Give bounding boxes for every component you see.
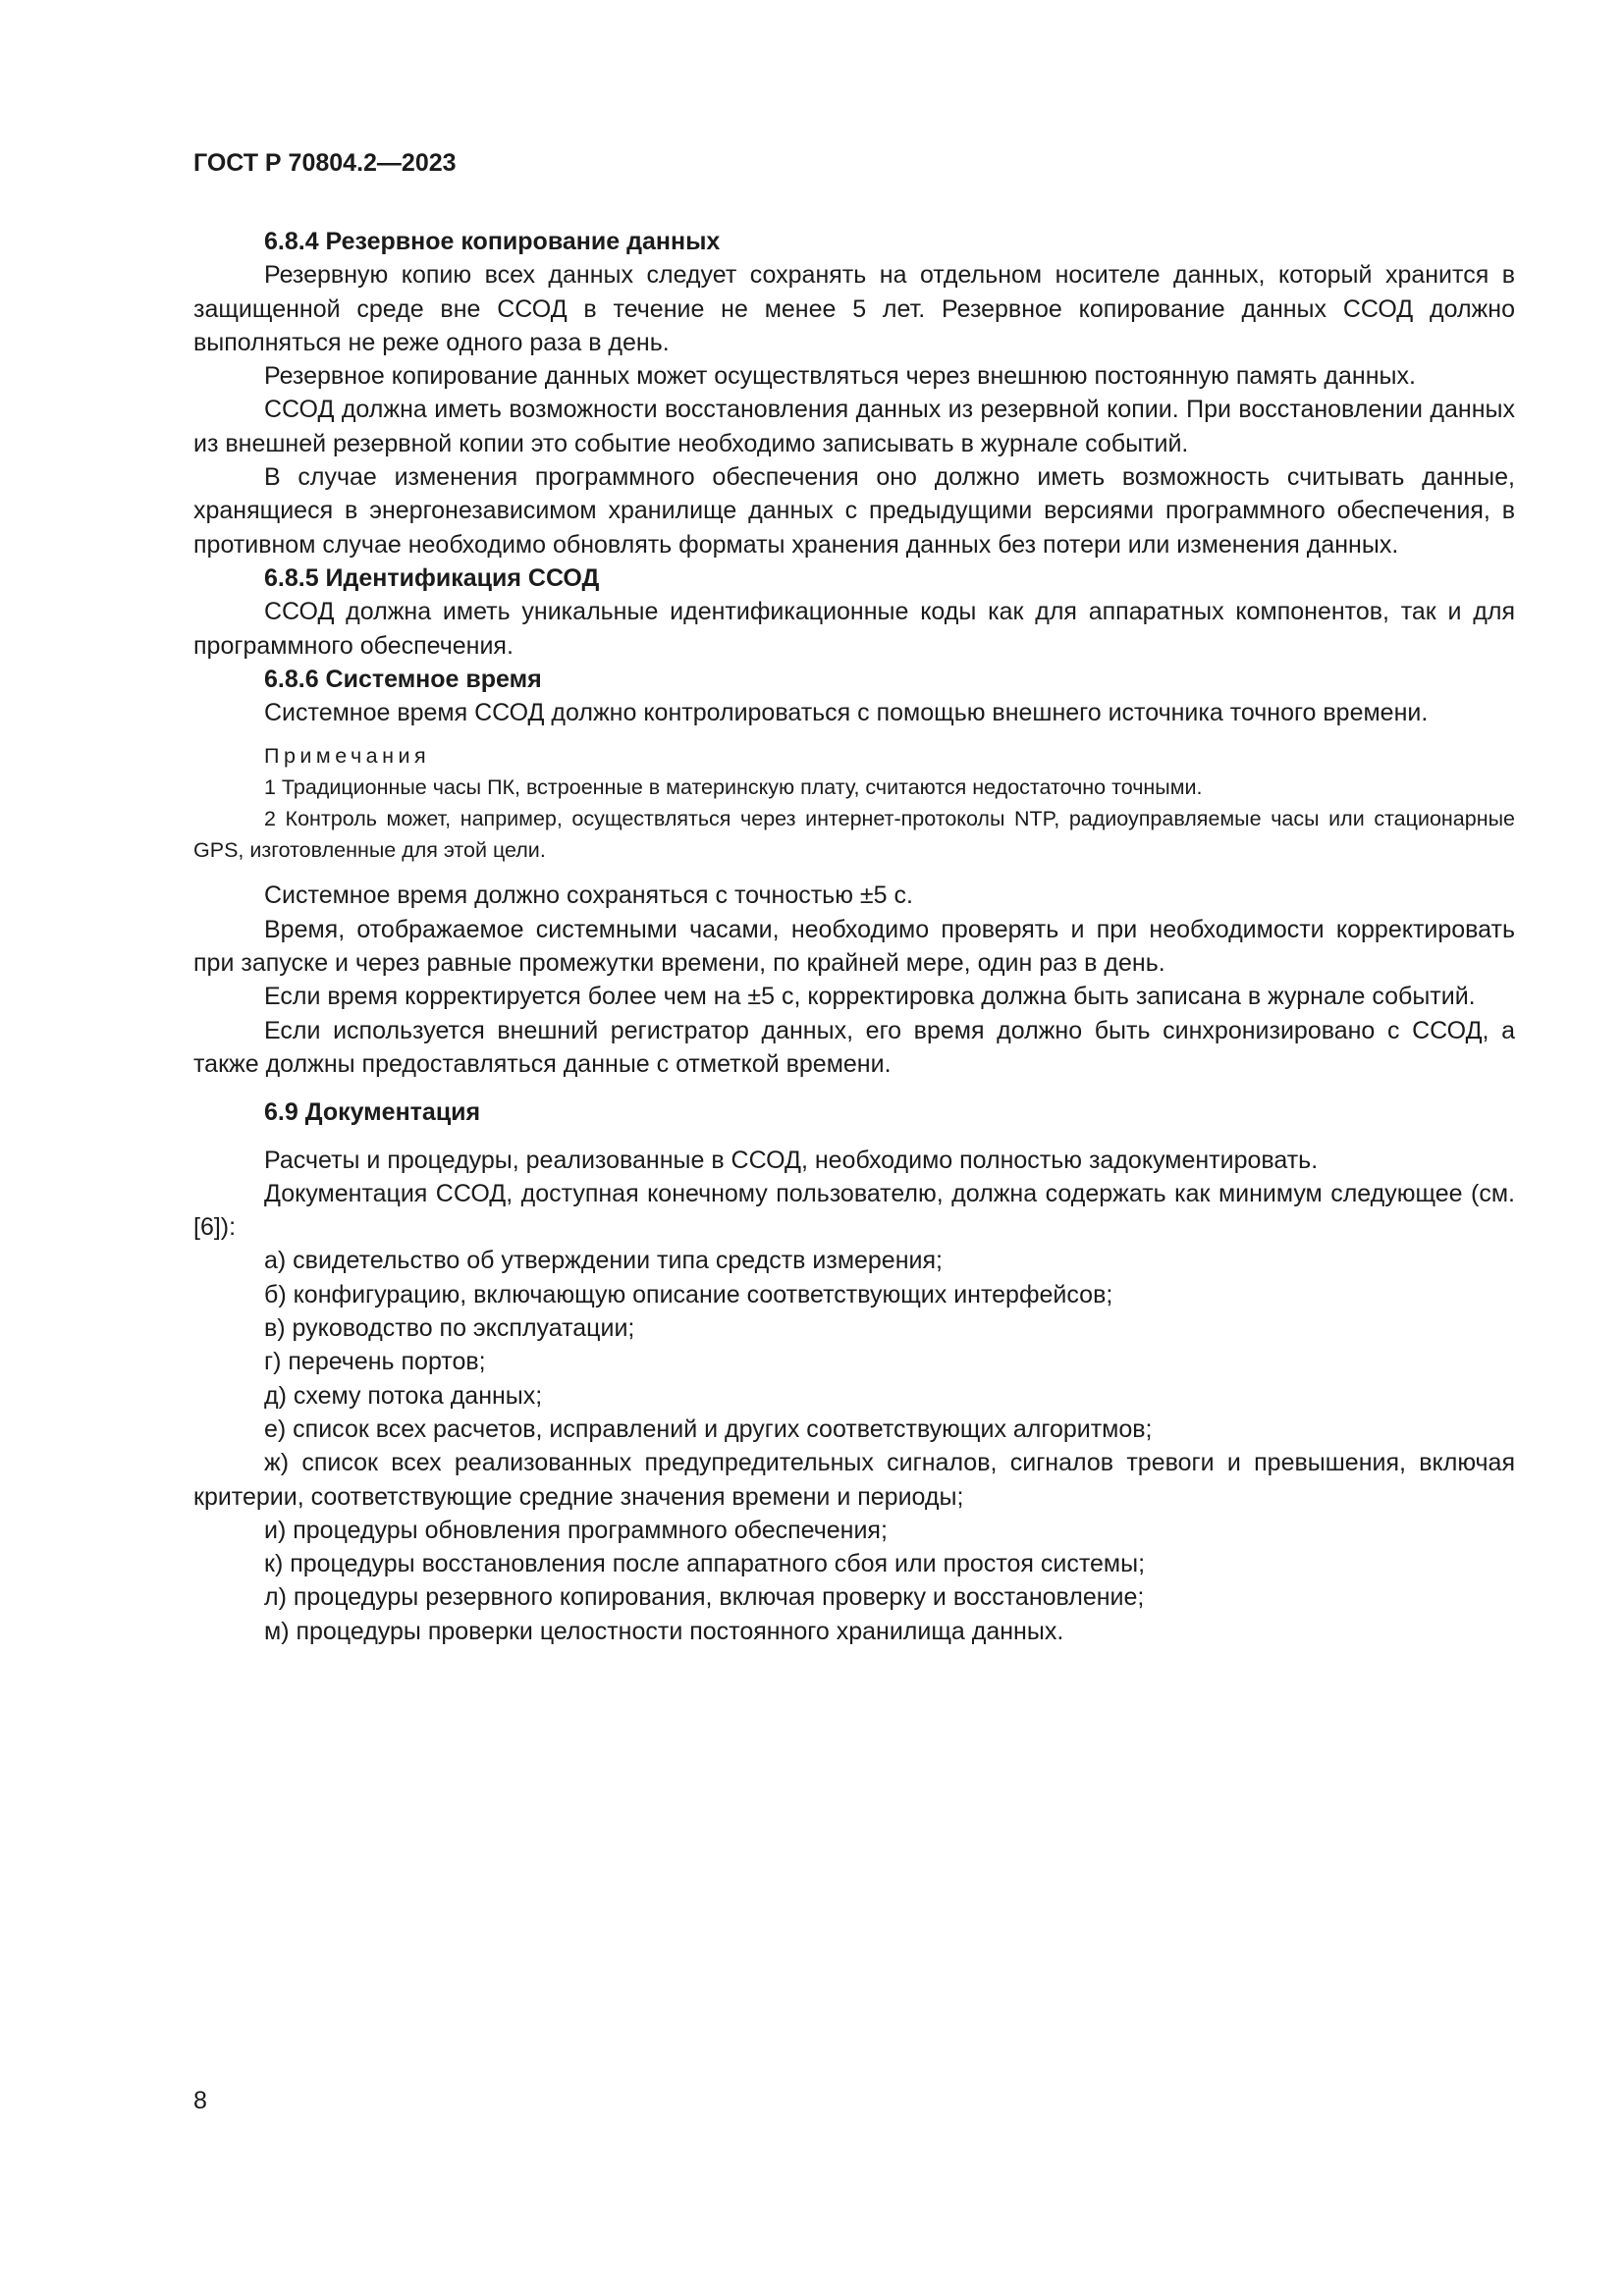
section-heading-6-8-5: 6.8.5 Идентификация ССОД — [264, 563, 600, 592]
paragraph: Системное время должно сохраняться с точностью ±5 с. — [264, 881, 913, 910]
paragraph: Резервное копирование данных может осуществляться через внешнюю постоянную память данных. — [264, 362, 1416, 391]
paragraph: Системное время ССОД должно контролироваться с помощью внешнего источника точного времени. — [264, 699, 1429, 727]
section-heading-6-9: 6.9 Документация — [264, 1098, 481, 1127]
list-item: г) перечень портов; — [264, 1348, 486, 1376]
paragraph: Если время корректируется более чем на ±5 с, корректировка должна быть записана в журнале событий. — [264, 983, 1476, 1011]
paragraph: Документация ССОД, доступная конечному пользователю, должна содержать как минимум следующее (см. [6]): — [193, 1179, 1515, 1242]
section-heading-6-8-4: 6.8.4 Резервное копирование данных — [264, 228, 721, 255]
paragraph: Расчеты и процедуры, реализованные в ССОД, необходимо полностью задокументировать. — [264, 1146, 1319, 1174]
paragraph: ССОД должна иметь уникальные идентификационные коды как для аппаратных компонентов, так и для программного обеспечения. — [193, 598, 1515, 660]
list-item: б) конфигурацию, включающую описание соответствующих интерфейсов; — [264, 1280, 1113, 1308]
list-item: л) процедуры резервного копирования, включая проверку и восстановление; — [264, 1583, 1145, 1612]
notes-title: Примечания — [264, 744, 431, 769]
paragraph: ССОД должна иметь возможности восстановления данных из резервной копии. При восстановлении данных из внешней резервной копии это событие необходимо записывать в журнале событий. — [193, 396, 1515, 457]
list-item: и) процедуры обновления программного обеспечения; — [264, 1516, 888, 1544]
paragraph: В случае изменения программного обеспечения оно должно иметь возможность считывать данные, хранящиеся в энергонезависимом хранилище данных с предыдущими версиями программного обеспечения, в противном случае необходимо обновлять форматы хранения данных без потери или изменения данных. — [193, 463, 1515, 559]
list-item: е) список всех расчетов, исправлений и других соответствующих алгоритмов; — [264, 1415, 1153, 1443]
document-body — [193, 225, 1515, 1648]
paragraph: Если используется внешний регистратор данных, его время должно быть синхронизировано с ССОД, а также должны предоставляться данные с отметкой времени. — [193, 1016, 1515, 1078]
notes-block — [193, 740, 1515, 866]
document-code: ГОСТ Р 70804.2—2023 — [193, 149, 457, 177]
list-item: м) процедуры проверки целостности постоянного хранилища данных. — [264, 1617, 1064, 1645]
list-item: к) процедуры восстановления после аппаратного сбоя или простоя системы; — [264, 1550, 1146, 1578]
list-item: в) руководство по эксплуатации; — [264, 1314, 635, 1343]
paragraph: Резервную копию всех данных следует сохранять на отдельном носителе данных, который хранится в защищенной среде вне ССОД в течение не менее 5 лет. Резервное копирование данных ССОД должно выполняться не реже одного раза в день. — [193, 261, 1515, 356]
list-item: ж) список всех реализованных предупредительных сигналов, сигналов тревоги и превышения, включая критерии, соответствующие средние значения времени и периоды; — [193, 1449, 1515, 1511]
documentation-list — [193, 1244, 1515, 1648]
page-number: 8 — [193, 2087, 207, 2114]
list-item: а) свидетельство об утверждении типа средств измерения; — [264, 1247, 943, 1275]
note-item: 2 Контроль может, например, осуществляться через интернет-протоколы NTP, радиоуправляемые часы или стационарные GPS, изготовленные для этой цели. — [193, 807, 1515, 863]
list-item: д) схему потока данных; — [264, 1381, 543, 1410]
section-heading-6-8-6: 6.8.6 Системное время — [264, 665, 542, 693]
note-item: 1 Традиционные часы ПК, встроенные в материнскую плату, считаются недостаточно точными. — [264, 775, 1203, 800]
paragraph: Время, отображаемое системными часами, необходимо проверять и при необходимости корректировать при запуске и через равные промежутки времени, по крайней мере, один раз в день. — [193, 915, 1515, 978]
